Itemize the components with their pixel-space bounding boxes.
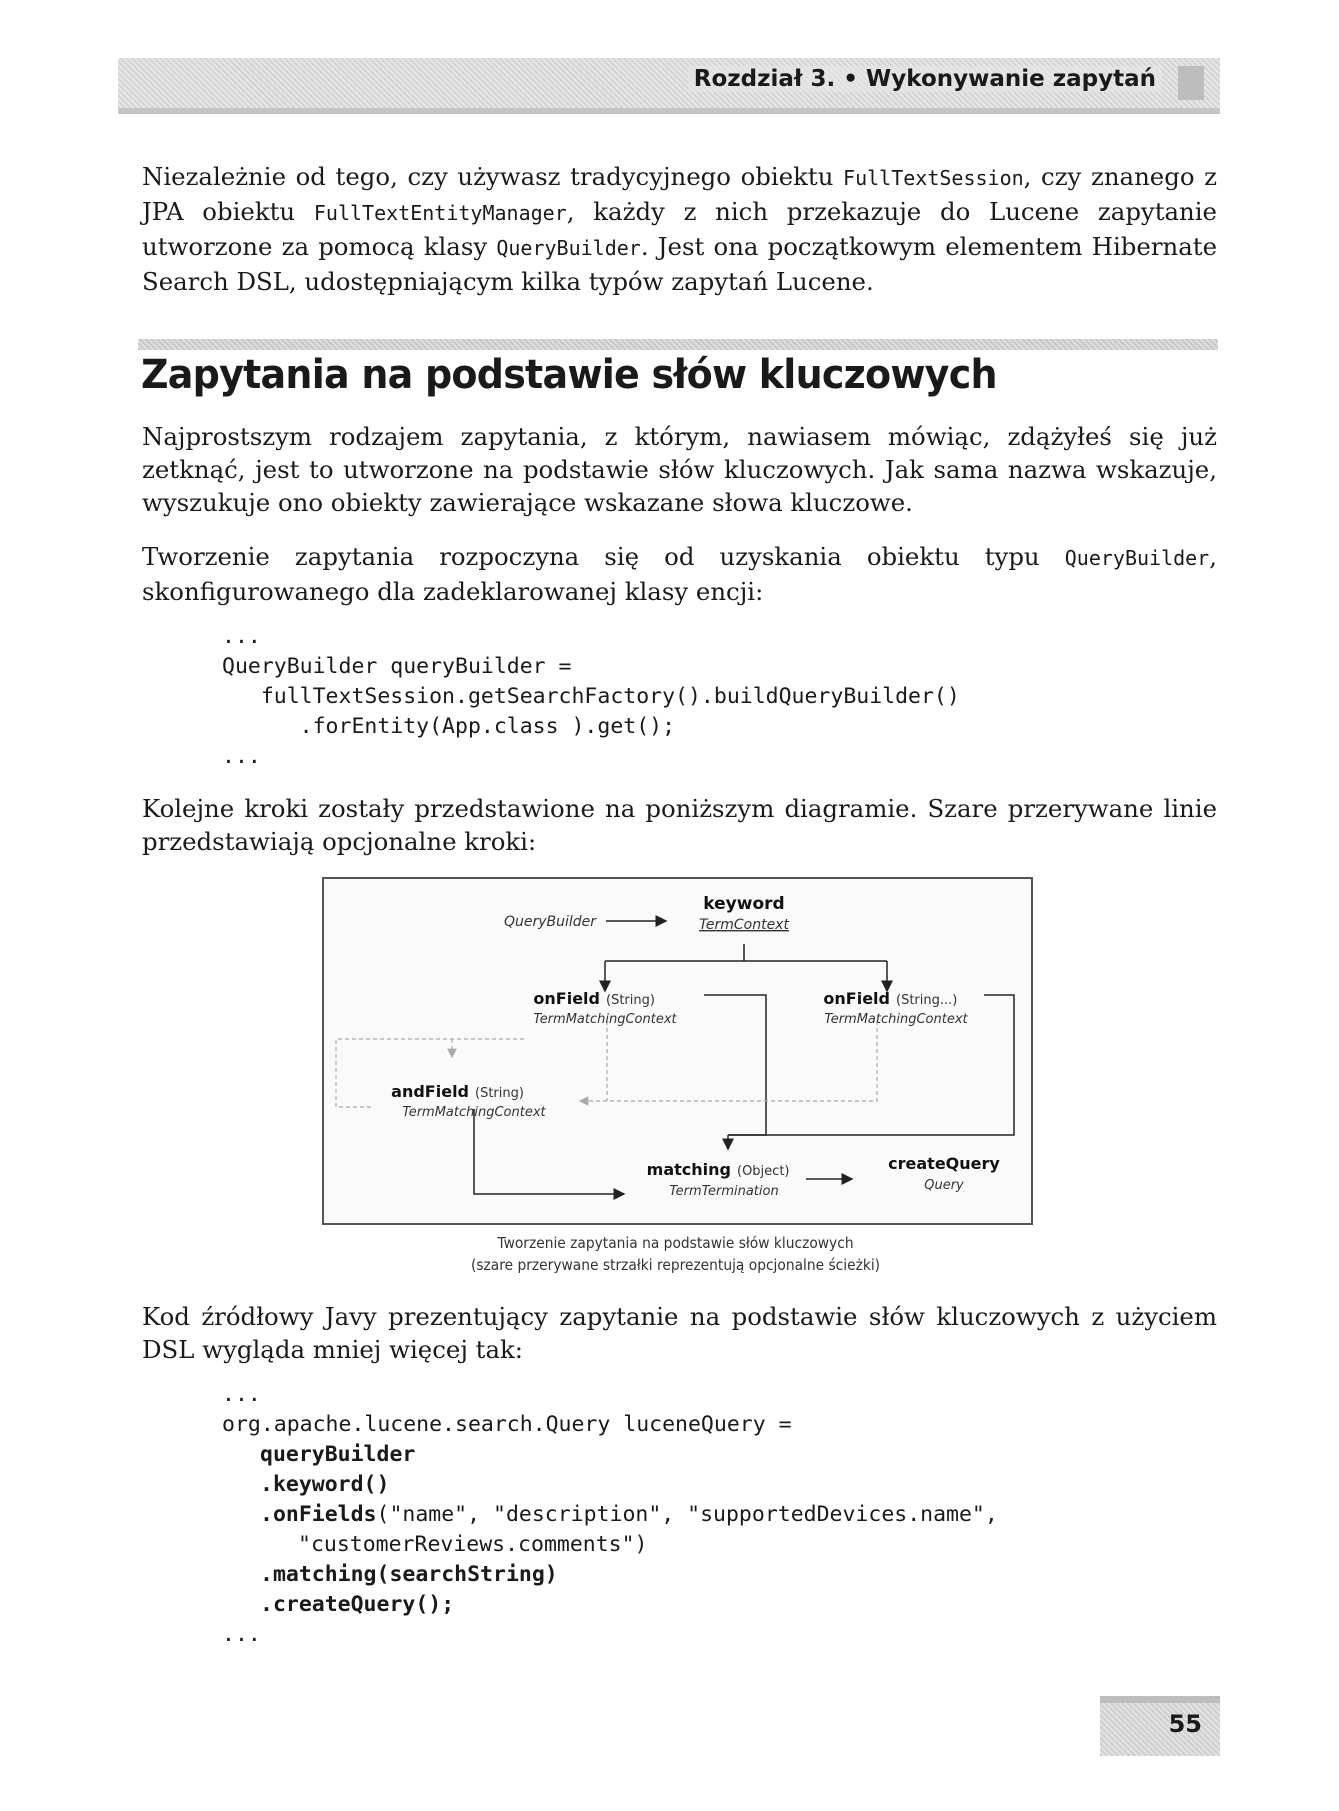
node-andfield-type: TermMatchingContext [402,1105,546,1120]
chapter-title: Rozdział 3. • Wykonywanie zapytań [688,66,1162,92]
node-onfield1-param: (String) [606,993,655,1008]
code-block-querybuilder: ... QueryBuilder queryBuilder = fullTextSession.getSearchFactory().buildQueryBuilder() .forEntity(App.class ).get(); ... [222,624,960,769]
node-onfield1-name: onField [533,989,600,1008]
code-fulltextsession: FullTextSession [843,166,1024,190]
diagram-caption-line2: (szare przerywane strzałki reprezentują opcjonalne ścieżki) [470,1256,881,1274]
paragraph-dsl-code-intro: Kod źródłowy Javy prezentujący zapytanie na podstawie słów kluczowych z użyciem DSL wygląda mniej więcej tak: [142,1302,1217,1364]
node-keyword-name: keyword [703,894,785,914]
arrow-andfield-matching [474,1109,624,1194]
code-querybuilder: QueryBuilder [496,236,641,260]
connector-onfield1-matching [704,995,766,1135]
diagram-caption-line1: Tworzenie zapytania na podstawie słów kluczowych [497,1234,854,1252]
node-matching-param: (Object) [737,1164,790,1179]
running-header [118,58,1220,114]
code-querybuilder-inline: QueryBuilder [1064,546,1210,570]
page-number-box [1100,1696,1220,1756]
node-createquery-type: Query [924,1178,964,1193]
paragraph-querybuilder: Tworzenie zapytania rozpoczyna się od uzyskania obiektu typu QueryBuilder, skonfigurowanego dla zadeklarowanej klasy encji: [142,542,1217,606]
paragraph-keyword-intro: Najprostszym rodzajem zapytania, z którym, nawiasem mówiąc, zdążyłeś się już zetknąć, jest to utworzone na podstawie słów kluczowych. Jak sama nazwa wskazuje, wyszukuje ono obiekty zawierające wskazane słowa kluczowe. [142,422,1217,517]
node-keyword-type: TermContext [699,917,789,933]
keyword-query-diagram [322,877,1033,1225]
paragraph-diagram-intro: Kolejne kroki zostały przedstawione na poniższym diagramie. Szare przerywane linie przedstawiają opcjonalne kroki: [142,794,1217,856]
optional-path-onfield2-andfield [580,1021,877,1101]
section-heading: Zapytania na podstawie słów kluczowych [141,352,997,398]
diagram-canvas [324,879,1031,1223]
page-number-rule [1100,1696,1220,1703]
node-matching-type: TermTermination [669,1184,779,1199]
node-onfield2-param: (String...) [896,993,958,1008]
node-createquery-name: createQuery [888,1154,1000,1173]
node-onfield2-name: onField [823,989,890,1008]
header-tab-marker [1178,66,1204,100]
node-querybuilder: QueryBuilder [503,914,596,930]
node-andfield-name: andField [391,1082,469,1101]
node-andfield-param: (String) [475,1086,524,1101]
node-onfield2-type: TermMatchingContext [824,1012,968,1027]
connector-keyword-split [605,944,887,961]
intro-paragraph: Niezależnie od tego, czy używasz tradycyjnego obiektu FullTextSession, czy znanego z JPA obiektu FullTextEntityManager, każdy z nich przekazuje do Lucene zapytanie utworzone za pomocą klasy QueryBuilder. Jest ona początkowym elementem Hibernate Search DSL, udostępniającym kilka typów zapytań Lucene. [142,162,1218,296]
section-rule [138,339,1218,350]
code-fulltextentitymanager: FullTextEntityManager [313,201,567,225]
node-onfield1-type: TermMatchingContext [533,1012,677,1027]
code-block-dsl-query: ... org.apache.lucene.search.Query luceneQuery = queryBuilder .keyword() .onFields("name", "description", "supportedDevices.name", "customerReviews.comments") .matching(searchString) .createQuery(); ... [222,1382,998,1647]
node-matching-name: matching [646,1160,731,1179]
page-number: 55 [1168,1710,1202,1738]
